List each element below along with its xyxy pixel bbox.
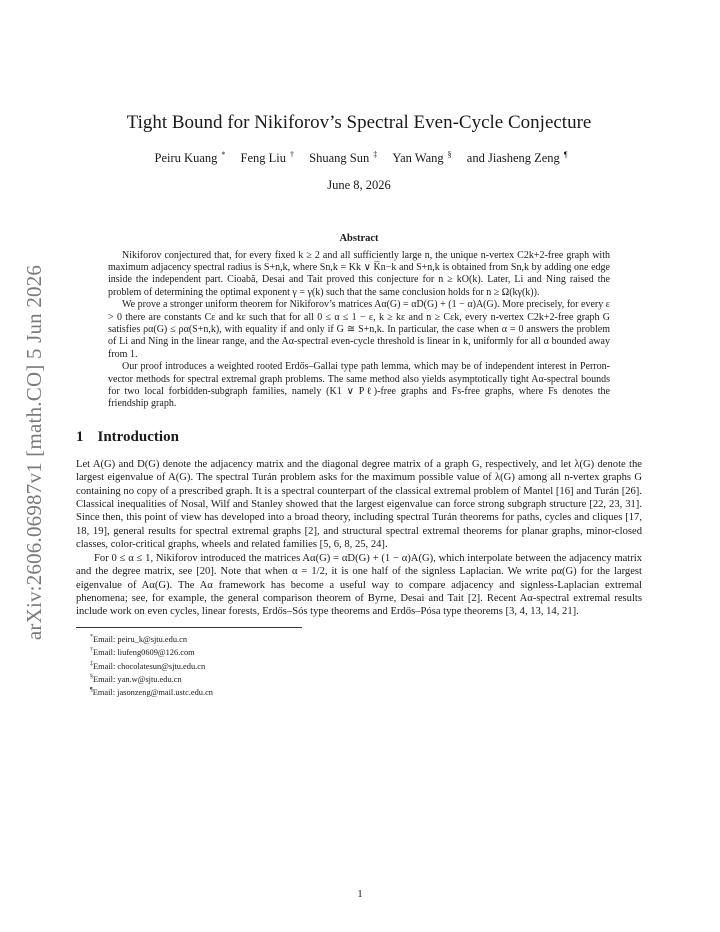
- abstract-paragraph: We prove a stronger uniform theorem for Nikiforov’s matrices Aα(G) = αD(G) + (1 − α)A(G). More precisely, for every ε > 0 there are constants Cε and kε such that for all 0 ≤ α ≤ 1 − ε, k ≥ kε and n ≥ Cεk, every n-vertex C2k+2-free graph G satisfies ρα(G) ≤ ρα(S+n,k), with equality if and only if G ≅ S+n,k. In particular, the case when α = 0 answers the problem of Li and Ning in the linear range, and the Aα-spectral even-cycle threshold is linear in k, uniformly for all α bounded away from 1.: [108, 299, 610, 360]
- body-paragraph: For 0 ≤ α ≤ 1, Nikiforov introduced the matrices Aα(G) = αD(G) + (1 − α)A(G), which interpolate between the adjacency matrix and the degree matrix, see [20]. Note that when α = 1/2, it is one half of the signless Laplacian. We write ρα(G) for the largest eigenvalue of Aα(G). The Aα framework has become a useful way to compare adjacency and signless-Laplacian extremal phenomena; see, for example, the general comparison theorem of Byrne, Desai and Tait [2]. Recent Aα-spectral extremal results include work on even cycles, linear forests, Erdős–Sós type theorems and Erdős–Pósa type theorems [3, 4, 13, 14, 21].: [76, 552, 642, 618]
- author-footnote-mark[interactable]: ‡: [373, 150, 378, 159]
- arxiv-identifier-stamp: [14, 252, 56, 652]
- footnote-list: [76, 632, 642, 699]
- footnote-email[interactable]: Email: jasonzeng@mail.ustc.edu.cn: [92, 688, 213, 698]
- abstract-paragraph: Our proof introduces a weighted rooted Erdős–Gallai type path lemma, which may be of independent interest in Perron-vector methods for spectral extremal graph problems. The same method also yields asymptotically tight Aα-spectral bounds for two local forbidden-subgraph families, namely (K1 ∨ Pℓ)-free graphs and Fs-free graphs, where Fs denotes the friendship graph.: [108, 361, 610, 410]
- footnote-email[interactable]: Email: peiru_k@sjtu.edu.cn: [93, 634, 188, 644]
- author: Peiru Kuang *: [154, 150, 226, 166]
- section-title: Introduction: [97, 428, 179, 445]
- author: Yan Wang §: [392, 150, 452, 166]
- arxiv-identifier-text: arXiv:2606.06987v1 [math.CO] 5 Jun 2026: [22, 264, 47, 640]
- author-footnote-mark[interactable]: *: [221, 150, 226, 159]
- section-number: 1: [76, 428, 84, 445]
- paper-date: June 8, 2026: [327, 178, 391, 193]
- page-number: 1: [357, 888, 363, 900]
- footnote: §Email: yan.w@sjtu.edu.cn: [90, 673, 182, 684]
- author: and Jiasheng Zeng ¶: [466, 150, 568, 166]
- body-paragraph: Let A(G) and D(G) denote the adjacency matrix and the diagonal degree matrix of a graph G, respectively, and let λ(G) denote the largest eigenvalue of A(G). The spectral Turán problem asks for the maximum possible value of λ(G) among all n-vertex graphs G containing no copy of a prescribed graph. It is a spectral counterpart of the classical extremal problem of Mantel [16] and Turán [26]. Classical inequalities of Nosal, Wilf and Stanley showed that the largest eigenvalue can force strong subgraph structure [22, 23, 31]. Since then, this point of view has developed into a broad theory, including spectral Turán theorems for paths, cycles and cliques [17, 18, 19], general results for spectral extremal graphs [2], and structural spectral extremal theorems for planar graphs, minor-closed classes, color-critical graphs, wheels and related families [5, 6, 8, 25, 24].: [76, 458, 642, 551]
- paper-page: [76, 112, 642, 699]
- paper-title: Tight Bound for Nikiforov’s Spectral Even-Cycle Conjecture: [126, 112, 592, 133]
- abstract-heading: Abstract: [339, 233, 379, 245]
- author: Shuang Sun ‡: [309, 150, 378, 166]
- abstract-block: [76, 233, 642, 411]
- author-footnote-mark[interactable]: §: [447, 150, 452, 159]
- footnote-email[interactable]: Email: chocolatesun@sjtu.edu.cn: [93, 661, 206, 671]
- footnote-divider: [76, 627, 302, 628]
- author-list: [76, 150, 642, 166]
- author-footnote-mark[interactable]: †: [290, 150, 294, 159]
- footnote: †Email: liufeng0609@126.com: [90, 647, 195, 657]
- author-footnote-mark[interactable]: ¶: [563, 150, 568, 159]
- footnote: *Email: peiru_k@sjtu.edu.cn: [90, 633, 188, 644]
- author: Feng Liu †: [240, 150, 294, 166]
- footnote: ‡Email: chocolatesun@sjtu.edu.cn: [90, 660, 206, 671]
- abstract-paragraph: Nikiforov conjectured that, for every fixed k ≥ 2 and all sufficiently large n, the unique n-vertex C2k+2-free graph with maximum adjacency spectral radius is S+n,k, where Sn,k = Kk ∨ K̅n−k and S+n,k is obtained from Sn,k by adding one edge inside the independent part. Cioabă, Desai and Tait proved this conjecture for n ≥ kO(k). Later, Li and Ning raised the problem of determining the optimal exponent γ = γ(k) such that the same conclusion holds for n ≥ Ω(kγ(k)).: [108, 249, 610, 298]
- section-heading: [76, 429, 642, 446]
- footnote: ¶Email: jasonzeng@mail.ustc.edu.cn: [90, 687, 213, 698]
- footnote-email[interactable]: Email: liufeng0609@126.com: [93, 647, 195, 657]
- section-body: [76, 458, 642, 619]
- footnote-email[interactable]: Email: yan.w@sjtu.edu.cn: [93, 674, 182, 684]
